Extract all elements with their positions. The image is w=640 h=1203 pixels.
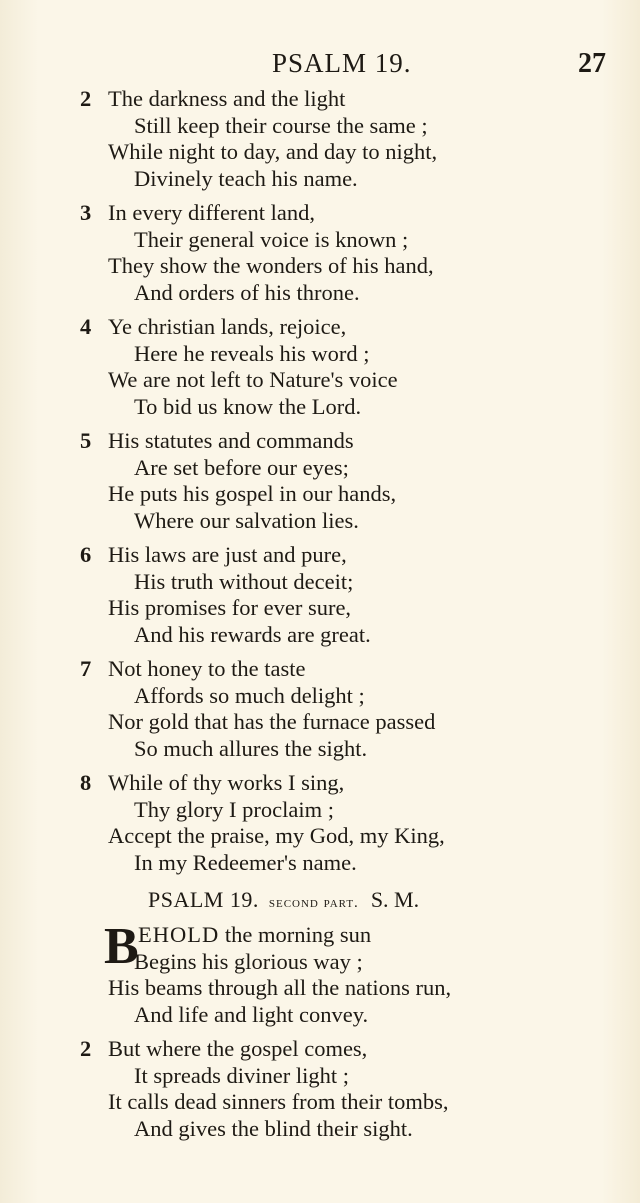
stanza-number: 2 (80, 1036, 92, 1061)
stanza-4 (80, 314, 620, 420)
stanza-line: The darkness and the light (108, 86, 346, 111)
stanza-line: Are set before our eyes; (134, 454, 349, 480)
first-line-text: the morning sun (219, 922, 372, 947)
stanza-line: To bid us know the Lord. (134, 393, 362, 419)
stanza-line: Begins his glorious way ; (134, 948, 363, 974)
stanza-6 (80, 542, 620, 648)
second-part-stanzas (80, 918, 620, 1150)
stanza-number: 6 (80, 542, 92, 567)
stanza-line: Their general voice is known ; (134, 226, 409, 252)
page-header (0, 48, 640, 84)
stanza-line: His truth without deceit; (134, 568, 354, 594)
section-heading (148, 887, 608, 917)
stanza-2 (80, 86, 620, 192)
running-title: PSALM 19. (272, 48, 412, 78)
stanza-line (80, 922, 620, 949)
stanza-1-second-part (80, 918, 620, 1028)
stanza-line: Thy glory I proclaim ; (134, 796, 334, 822)
stanza-3 (80, 200, 620, 306)
psalm-stanzas (80, 86, 620, 884)
stanza-line: While night to day, and day to night, (108, 139, 438, 164)
page-number: 27 (578, 48, 606, 79)
stanza-number: 2 (80, 86, 92, 111)
stanza-line: While of thy works I sing, (108, 770, 345, 795)
stanza-line: In my Redeemer's name. (134, 849, 357, 875)
stanza-2-second-part (80, 1036, 620, 1142)
stanza-line: We are not left to Nature's voice (108, 367, 398, 392)
stanza-line: Here he reveals his word ; (134, 340, 370, 366)
stanza-line: Divinely teach his name. (134, 165, 358, 191)
stanza-line: His promises for ever sure, (108, 595, 352, 620)
stanza-line: So much allures the sight. (134, 735, 368, 761)
stanza-line: Ye christian lands, rejoice, (108, 314, 347, 339)
stanza-line: His statutes and commands (108, 428, 354, 453)
stanza-line: Nor gold that has the furnace passed (108, 709, 436, 734)
section-subtitle: second part. (268, 895, 359, 911)
stanza-line: And his rewards are great. (134, 621, 371, 647)
stanza-5 (80, 428, 620, 534)
stanza-number: 7 (80, 656, 92, 681)
stanza-line: His laws are just and pure, (108, 542, 347, 567)
stanza-line: It spreads diviner light ; (134, 1062, 349, 1088)
first-word-caps: EHOLD (138, 922, 220, 947)
section-title: PSALM 19. (148, 887, 259, 912)
stanza-line: His beams through all the nations run, (108, 975, 452, 1000)
stanza-line: He puts his gospel in our hands, (108, 481, 397, 506)
stanza-7 (80, 656, 620, 762)
stanza-line: Accept the praise, my God, my King, (108, 823, 445, 848)
stanza-number: 8 (80, 770, 92, 795)
drop-cap: B (104, 918, 139, 975)
stanza-number: 5 (80, 428, 92, 453)
stanza-line: And gives the blind their sight. (134, 1115, 413, 1141)
stanza-line: But where the gospel comes, (108, 1036, 368, 1061)
stanza-line: In every different land, (108, 200, 315, 225)
stanza-line: They show the wonders of his hand, (108, 253, 434, 278)
stanza-line: Where our salvation lies. (134, 507, 359, 533)
section-meter: S. M. (370, 887, 420, 912)
stanza-line: Still keep their course the same ; (134, 112, 428, 138)
stanza-line: It calls dead sinners from their tombs, (108, 1089, 449, 1114)
stanza-line: Not honey to the taste (108, 656, 306, 681)
stanza-line: Affords so much delight ; (134, 682, 365, 708)
stanza-line: And orders of his throne. (134, 279, 360, 305)
stanza-8 (80, 770, 620, 876)
stanza-number: 4 (80, 314, 92, 339)
stanza-line: And life and light convey. (134, 1001, 369, 1027)
stanza-number: 3 (80, 200, 92, 225)
